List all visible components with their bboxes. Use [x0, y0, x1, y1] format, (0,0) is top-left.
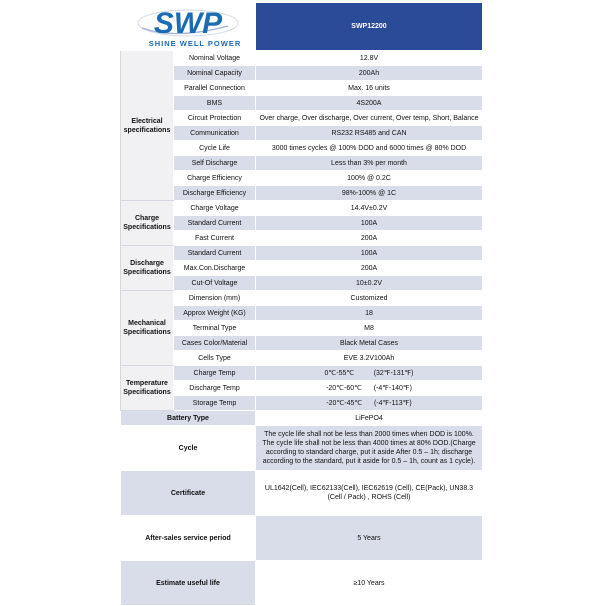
- table-row: [121, 141, 483, 156]
- spec-item: Dimension (mm): [174, 291, 256, 306]
- spec-item: Terminal Type: [174, 321, 256, 336]
- table-row: [121, 411, 483, 426]
- spec-value: 3000 times cycles @ 100% DOD and 6000 times @ 80% DOD: [256, 141, 483, 156]
- table-row: [121, 81, 483, 96]
- spec-value: 200A: [256, 261, 483, 276]
- spec-value: 100A: [256, 246, 483, 261]
- spec-item: Communication: [174, 126, 256, 141]
- model-header: SWP12200: [256, 3, 483, 51]
- spec-value: 18: [256, 306, 483, 321]
- table-row: [121, 471, 483, 516]
- spec-value: -20℃-45℃ (-4℉-113℉): [256, 396, 483, 411]
- spec-value: 4S200A: [256, 96, 483, 111]
- table-row: [121, 351, 483, 366]
- brand-logo: [128, 3, 248, 50]
- spec-value: 0℃-55℃ (32℉-131℉): [256, 366, 483, 381]
- table-row: [121, 336, 483, 351]
- useful-life-value: ≥10 Years: [256, 561, 483, 606]
- spec-value: 10±0.2V: [256, 276, 483, 291]
- table-row: [121, 216, 483, 231]
- spec-value: Less than 3% per month: [256, 156, 483, 171]
- spec-value: Customized: [256, 291, 483, 306]
- table-row: [121, 126, 483, 141]
- table-row: [121, 366, 483, 381]
- table-row: [121, 231, 483, 246]
- table-row: [121, 306, 483, 321]
- table-row: [121, 111, 483, 126]
- cycle-label: Cycle: [121, 426, 256, 471]
- spec-value: 100% @ 0.2C: [256, 171, 483, 186]
- table-row: [121, 321, 483, 336]
- spec-table: [120, 2, 483, 606]
- spec-value: 14.4V±0.2V: [256, 201, 483, 216]
- table-row: [121, 396, 483, 411]
- spec-item: Nominal Capacity: [174, 66, 256, 81]
- battery-type-label: Battery Type: [121, 411, 256, 426]
- spec-item: Storage Temp: [174, 396, 256, 411]
- spec-item: Approx Weight (KG): [174, 306, 256, 321]
- table-row: [121, 276, 483, 291]
- spec-value: EVE 3.2V100Ah: [256, 351, 483, 366]
- table-row: [121, 96, 483, 111]
- spec-item: Parallel Connection: [174, 81, 256, 96]
- spec-item: Standard Current: [174, 216, 256, 231]
- table-row: [121, 561, 483, 606]
- after-sales-value: 5 Years: [256, 516, 483, 561]
- table-row: [121, 156, 483, 171]
- table-row: [121, 261, 483, 276]
- table-row: [121, 426, 483, 471]
- spec-item: Nominal Voltage: [174, 51, 256, 66]
- header-row: [121, 3, 483, 51]
- section-temperature: Temperature Specifications: [121, 366, 174, 411]
- certificate-label: Certificate: [121, 471, 256, 516]
- section-mechanical: Mechanical Specifications: [121, 291, 174, 366]
- table-row: [121, 201, 483, 216]
- spec-item: Charge Efficiency: [174, 171, 256, 186]
- swirl-logo-icon: [136, 6, 240, 40]
- table-row: [121, 186, 483, 201]
- table-row: [121, 246, 483, 261]
- spec-item: Cut-Of Voltage: [174, 276, 256, 291]
- battery-type-value: LiFePO4: [256, 411, 483, 426]
- logo-wordmark: SWP: [153, 7, 223, 40]
- spec-value: -20℃-60℃ (-4℉-140℉): [256, 381, 483, 396]
- brand-tagline: SHINE WELL POWER: [148, 39, 242, 48]
- section-charge: Charge Specifications: [121, 201, 174, 246]
- spec-value: Black Metal Cases: [256, 336, 483, 351]
- spec-value: 200Ah: [256, 66, 483, 81]
- spec-item: BMS: [174, 96, 256, 111]
- spec-item: Fast Current: [174, 231, 256, 246]
- spec-item: Max.Con.Discharge: [174, 261, 256, 276]
- table-row: [121, 291, 483, 306]
- spec-value: 200A: [256, 231, 483, 246]
- spec-item: Charge Voltage: [174, 201, 256, 216]
- spec-value: Over charge, Over discharge, Over current, Over temp, Short, Balance: [256, 111, 483, 126]
- spec-value: 98%-100% @ 1C: [256, 186, 483, 201]
- spec-item: Self Discharge: [174, 156, 256, 171]
- useful-life-label: Estimate useful life: [121, 561, 256, 606]
- spec-value: 12.8V: [256, 51, 483, 66]
- spec-item: Cases Color/Material: [174, 336, 256, 351]
- spec-item: Standard Current: [174, 246, 256, 261]
- spec-item: Discharge Efficiency: [174, 186, 256, 201]
- table-row: [121, 516, 483, 561]
- after-sales-label: After-sales service period: [121, 516, 256, 561]
- section-discharge: Discharge Specifications: [121, 246, 174, 291]
- cycle-value: The cycle life shall not be less than 2000 times when DOD is 100%. The cycle life shall not be less than 4000 times at 80% DOD.(Charge according to standard charge, put it aside After 0.5 – 1h; discharge according to the standard, put it aside for 0.5 – 1h, count as 1 cycle).: [256, 426, 483, 471]
- spec-value: Max. 16 units: [256, 81, 483, 96]
- table-row: [121, 171, 483, 186]
- spec-value: M8: [256, 321, 483, 336]
- certificate-value: UL1642(Cell), IEC62133(Cell), IEC62619 (Cell), CE(Pack), UN38.3 (Cell / Pack) , ROHS (Cell): [256, 471, 483, 516]
- section-electrical: Electrical specifications: [121, 51, 174, 201]
- table-row: [121, 51, 483, 66]
- logo-cell: [121, 3, 256, 51]
- table-row: [121, 66, 483, 81]
- spec-item: Cycle Life: [174, 141, 256, 156]
- spec-item: Charge Temp: [174, 366, 256, 381]
- spec-item: Discharge Temp: [174, 381, 256, 396]
- table-row: [121, 381, 483, 396]
- spec-value: RS232 RS485 and CAN: [256, 126, 483, 141]
- spec-item: Circuit Protection: [174, 111, 256, 126]
- spec-item: Cells Type: [174, 351, 256, 366]
- spec-value: 100A: [256, 216, 483, 231]
